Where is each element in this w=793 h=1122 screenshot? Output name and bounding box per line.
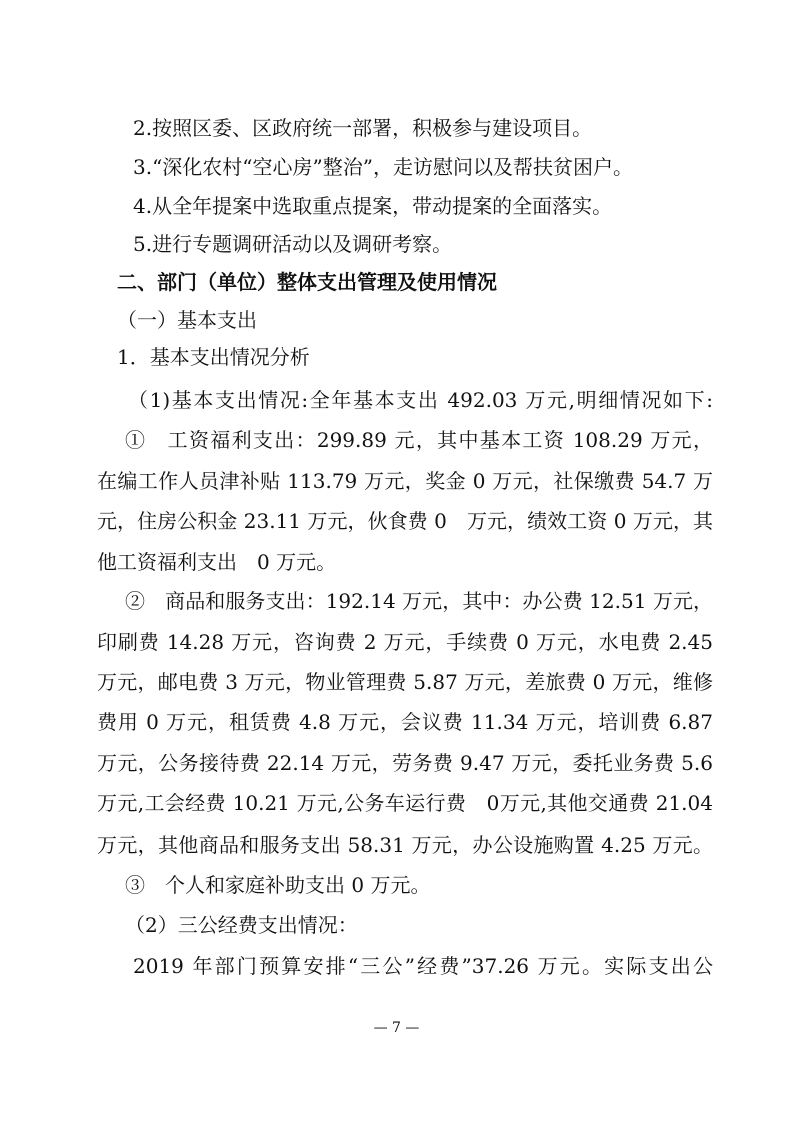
paragraph-line: 2019 年部门预算安排“三公”经费”37.26 万元。实际支出公: [133, 954, 713, 978]
subsection-heading: （一）基本支出: [117, 308, 257, 332]
list-item-5: 5.进行专题调研活动以及调研考察。: [133, 232, 453, 256]
list-item-3: 3.“深化农村“空心房”整治”，走访慰问以及帮扶贫困户。: [133, 155, 633, 179]
paragraph-line: 万元，邮电费 3 万元，物业管理费 5.87 万元，差旅费 0 万元，维修: [97, 670, 713, 694]
list-item-4: 4.从全年提案中选取重点提案，带动提案的全面落实。: [133, 194, 613, 218]
paragraph-line: 他工资福利支出 0 万元。: [97, 550, 337, 574]
paragraph-line: （1)基本支出情况:全年基本支出 492.03 万元,明细情况如下:: [128, 388, 713, 412]
paragraph-line: 在编工作人员津补贴 113.79 万元，奖金 0 万元，社保缴费 54.7 万: [97, 469, 713, 493]
section-heading: 二、部门（单位）整体支出管理及使用情况: [117, 270, 497, 294]
page-number: — 7 —: [373, 1020, 420, 1036]
paragraph-line: 万元,工会经费 10.21 万元,公务车运行费 0万元,其他交通费 21.04: [97, 791, 713, 815]
paragraph-line: ② 商品和服务支出：192.14 万元，其中：办公费 12.51 万元，: [125, 589, 713, 613]
paragraph-line: 万元，公务接待费 22.14 万元，劳务费 9.47 万元，委托业务费 5.6: [97, 751, 713, 775]
paragraph-line: （2）三公经费支出情况：: [125, 913, 358, 937]
paragraph-line: 印刷费 14.28 万元，咨询费 2 万元，手续费 0 万元，水电费 2.45: [97, 630, 713, 654]
list-item-2: 2.按照区委、区政府统一部署，积极参与建设项目。: [133, 116, 593, 140]
paragraph-line: 万元，其他商品和服务支出 58.31 万元，办公设施购置 4.25 万元。: [97, 833, 713, 857]
paragraph-line: 费用 0 万元，租赁费 4.8 万元，会议费 11.34 万元，培训费 6.87: [97, 710, 713, 734]
paragraph-line: 元，住房公积金 23.11 万元，伙食费 0 万元，绩效工资 0 万元，其: [97, 509, 713, 533]
paragraph-line: ① 工资福利支出：299.89 元，其中基本工资 108.29 万元，: [125, 428, 713, 452]
paragraph-line: ③ 个人和家庭补助支出 0 万元。: [125, 873, 431, 897]
sub-subsection-heading: 1．基本支出情况分析: [117, 345, 310, 369]
